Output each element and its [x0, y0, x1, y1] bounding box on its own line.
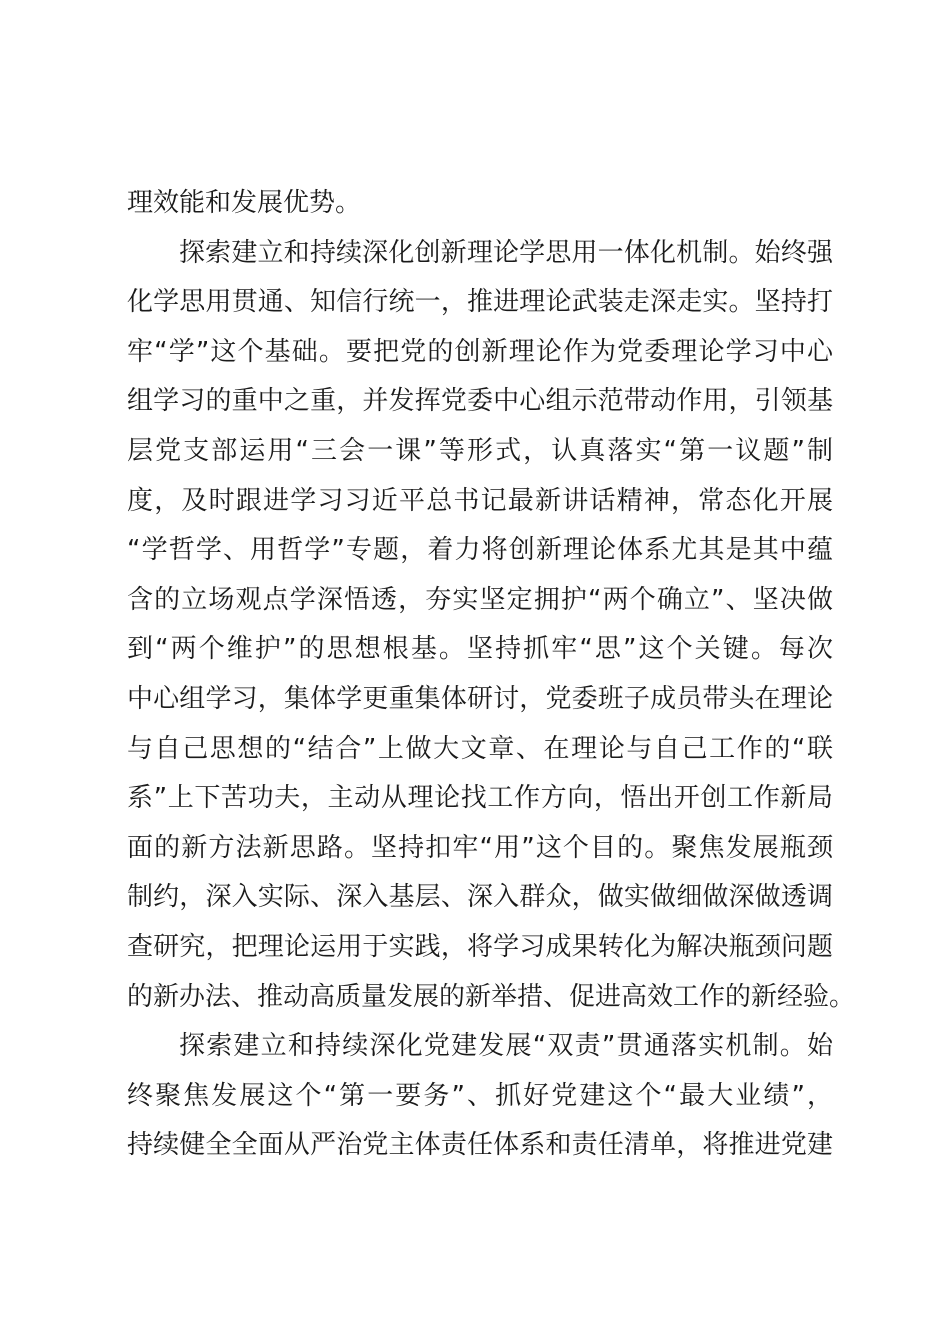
paragraph-2-line-9: 到“两个维护”的思想根基。坚持抓牢“思”这个关键。每次 — [127, 634, 833, 665]
paragraph-2-line-10: 中心组学习，集体学更重集体研讨，党委班子成员带头在理论 — [127, 683, 833, 714]
paragraph-2-line-14: 制约，深入实际、深入基层、深入群众，做实做细做深做透调 — [127, 882, 833, 913]
paragraph-1-line-1: 理效能和发展优势。 — [127, 188, 362, 218]
paragraph-2-line-11: 与自己思想的“结合”上做大文章、在理论与自己工作的“联 — [127, 733, 833, 764]
paragraph-2-line-5: 层党支部运用“三会一课”等形式，认真落实“第一议题”制 — [127, 435, 833, 466]
paragraph-2-line-12: 系”上下苦功夫，主动从理论找工作方向，悟出开创工作新局 — [127, 783, 833, 814]
paragraph-2-line-7: “学哲学、用哲学”专题，着力将创新理论体系尤其是其中蕴 — [127, 535, 833, 566]
paragraph-2-line-16: 的新办法、推动高质量发展的新举措、促进高效工作的新经验。 — [127, 981, 856, 1012]
paragraph-2-line-4: 组学习的重中之重，并发挥党委中心组示范带动作用，引领基 — [127, 386, 833, 417]
paragraph-3-line-1: 探索建立和持续深化党建发展“双责”贯通落实机制。始 — [179, 1031, 833, 1062]
paragraph-2-line-8: 含的立场观点学深悟透，夯实坚定拥护“两个确立”、坚决做 — [127, 584, 833, 615]
paragraph-3-line-3: 持续健全全面从严治党主体责任体系和责任清单，将推进党建 — [127, 1130, 833, 1161]
paragraph-2-line-2: 化学思用贯通、知信行统一，推进理论武装走深走实。坚持打 — [127, 287, 833, 318]
document-body — [127, 179, 856, 1171]
paragraph-2-line-1: 探索建立和持续深化创新理论学思用一体化机制。始终强 — [179, 237, 833, 268]
paragraph-2-line-13: 面的新方法新思路。坚持扣牢“用”这个目的。聚焦发展瓶颈 — [127, 832, 833, 863]
paragraph-3-line-2: 终聚焦发展这个“第一要务”、抓好党建这个“最大业绩”， — [127, 1080, 833, 1111]
paragraph-2-line-6: 度，及时跟进学习习近平总书记最新讲话精神，常态化开展 — [127, 485, 833, 516]
paragraph-2-line-15: 查研究，把理论运用于实践，将学习成果转化为解决瓶颈问题 — [127, 931, 833, 962]
paragraph-2-line-3: 牢“学”这个基础。要把党的创新理论作为党委理论学习中心 — [127, 336, 833, 367]
